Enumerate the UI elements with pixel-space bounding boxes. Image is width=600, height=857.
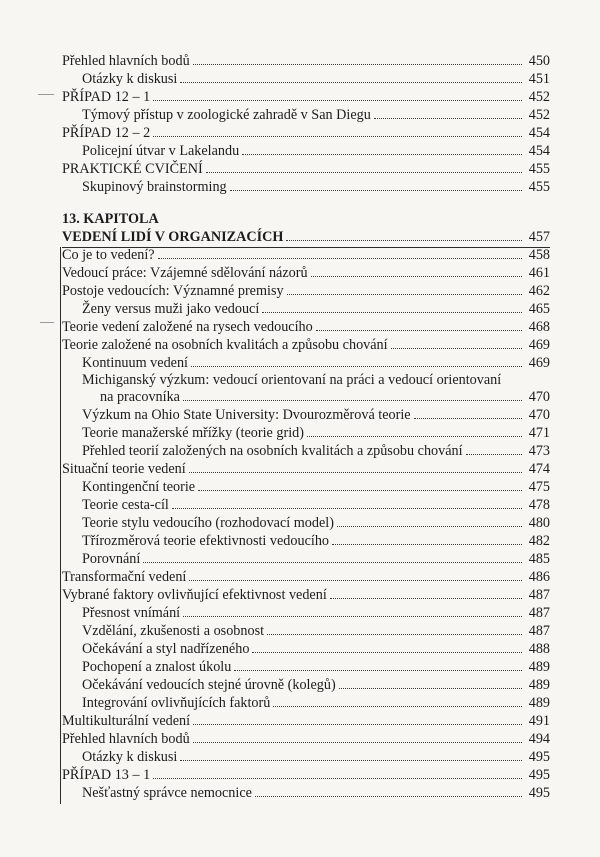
toc-entry	[82, 104, 550, 124]
margin-mark	[38, 94, 54, 95]
toc-entry-page: 454	[528, 125, 550, 141]
toc-entry-title: Vzdělání, zkušenosti a osobnost	[82, 623, 265, 639]
dot-leader	[273, 706, 522, 707]
toc-entry	[62, 334, 550, 354]
toc-entry	[82, 140, 550, 160]
toc-entry	[82, 548, 550, 568]
toc-entry-page: 489	[528, 677, 550, 693]
toc-entry-page: 469	[528, 355, 550, 371]
toc-entry	[82, 422, 550, 442]
toc-entry-title: Vedoucí práce: Vzájemné sdělování názorů	[62, 265, 308, 281]
toc-entry-page: 494	[528, 731, 550, 747]
chapter-number: 13. KAPITOLA	[62, 211, 159, 227]
toc-entry-page: 475	[528, 479, 550, 495]
toc-entry-page: 469	[528, 337, 550, 353]
toc-entry-title: Multikulturální vedení	[62, 713, 191, 729]
toc-entry-title: PŘÍPAD 12 – 1	[62, 89, 151, 105]
toc-entry-page: 462	[528, 283, 550, 299]
toc-entry-page: 491	[528, 713, 550, 729]
toc-entry	[82, 298, 550, 318]
dot-leader	[193, 742, 522, 743]
dot-leader	[153, 778, 522, 779]
toc-entry-page: 489	[528, 659, 550, 675]
dot-leader	[193, 724, 522, 725]
toc-entry-page: 488	[528, 641, 550, 657]
toc-entry-page: 457	[528, 229, 550, 245]
toc-entry-title: na pracovníka	[100, 389, 180, 405]
toc-entry	[62, 764, 550, 784]
toc-entry	[82, 692, 550, 712]
toc-entry-page: 454	[528, 143, 550, 159]
toc-entry-title: Výzkum na Ohio State University: Dvourozměrová teorie	[82, 407, 411, 423]
toc-entry-page: 485	[528, 551, 550, 567]
toc-entry	[82, 494, 550, 514]
toc-entry-page: 461	[528, 265, 550, 281]
toc-entry	[62, 316, 550, 336]
dot-leader	[158, 258, 522, 259]
toc-entry	[82, 746, 550, 766]
toc-entry-page: 474	[528, 461, 550, 477]
toc-entry-title: Teorie vedení založené na rysech vedoucího	[62, 319, 313, 335]
toc-entry-page: 473	[528, 443, 550, 459]
dot-leader	[337, 526, 522, 527]
dot-leader	[414, 418, 522, 419]
toc-entry-title: Přesnost vnímání	[82, 605, 181, 621]
toc-entry-page: 452	[528, 107, 550, 123]
toc-entry-title: Přehled hlavních bodů	[62, 731, 190, 747]
toc-entry-title: Transformační vedení	[62, 569, 187, 585]
toc-entry-page: 455	[528, 179, 550, 195]
toc-entry	[62, 86, 550, 106]
toc-entry-title: Očekávání vedoucích stejné úrovně (kolegů)	[82, 677, 336, 693]
toc-entry-title: Policejní útvar v Lakelandu	[82, 143, 240, 159]
toc-entry-title: Kontinuum vedení	[82, 355, 188, 371]
dot-leader	[391, 348, 522, 349]
toc-entry-title: Otázky k diskusi	[82, 749, 178, 765]
toc-entry-title: Situační teorie vedení	[62, 461, 186, 477]
toc-entry	[82, 404, 550, 424]
toc-entry-title: Integrování ovlivňujících faktorů	[82, 695, 271, 711]
toc-entry	[82, 782, 550, 802]
toc-entry	[82, 638, 550, 658]
toc-entry-title: Kontingenční teorie	[82, 479, 196, 495]
toc-entry-title: Týmový přístup v zoologické zahradě v San Diegu	[82, 107, 371, 123]
dot-leader	[339, 688, 522, 689]
toc-entry	[82, 476, 550, 496]
toc-entry	[62, 584, 550, 604]
margin-mark	[40, 322, 54, 323]
dot-leader	[255, 796, 522, 797]
toc-entry-title: Třírozměrová teorie efektivnosti vedoucího	[82, 533, 330, 549]
dot-leader	[172, 508, 522, 509]
dot-leader	[193, 64, 522, 65]
toc-entry	[62, 728, 550, 748]
toc-entry	[100, 386, 550, 406]
toc-entry-title: Postoje vedoucích: Významné premisy	[62, 283, 284, 299]
dot-leader	[234, 670, 522, 671]
dot-leader	[183, 616, 522, 617]
toc-entry-title: Teorie stylu vedoucího (rozhodovací model)	[82, 515, 334, 531]
toc-entry	[62, 158, 550, 178]
toc-entry	[82, 440, 550, 460]
toc-entry-title: Pochopení a znalost úkolu	[82, 659, 232, 675]
dot-leader	[189, 580, 522, 581]
dot-leader	[267, 634, 522, 635]
toc-entry-page: 470	[528, 389, 550, 405]
toc-entry-title: Ženy versus muži jako vedoucí	[82, 301, 260, 317]
dot-leader	[206, 172, 522, 173]
toc-entry	[62, 122, 550, 142]
toc-entry-page: 465	[528, 301, 550, 317]
dot-leader	[242, 154, 522, 155]
toc-entry-title: Porovnání	[82, 551, 141, 567]
toc-entry-page: 471	[528, 425, 550, 441]
toc-entry	[62, 566, 550, 586]
dot-leader	[143, 562, 522, 563]
toc-entry	[62, 458, 550, 478]
toc-entry-title: Teorie cesta-cíl	[82, 497, 169, 513]
dot-leader	[307, 436, 522, 437]
toc-entry-title: Otázky k diskusi	[82, 71, 178, 87]
toc-entry-title: Nešťastný správce nemocnice	[82, 785, 252, 801]
toc-entry-title: Co je to vedení?	[62, 247, 155, 263]
toc-entry-page: 495	[528, 785, 550, 801]
chapter-title-entry	[62, 226, 550, 246]
toc-entry	[82, 176, 550, 196]
toc-entry-title: PŘÍPAD 12 – 2	[62, 125, 151, 141]
toc-entry-page: 487	[528, 587, 550, 603]
toc-entry-page: 450	[528, 53, 550, 69]
toc-entry-title: Očekávání a styl nadřízeného	[82, 641, 250, 657]
dot-leader	[183, 400, 522, 401]
toc-entry-page: 482	[528, 533, 550, 549]
toc-entry-page: 478	[528, 497, 550, 513]
dot-leader	[198, 490, 522, 491]
toc-entry	[62, 244, 550, 264]
toc-entry-title: Teorie založené na osobních kvalitách a způsobu chování	[62, 337, 388, 353]
toc-entry-page: 487	[528, 623, 550, 639]
toc-entry-page: 470	[528, 407, 550, 423]
toc-entry	[82, 352, 550, 372]
toc-entry	[62, 262, 550, 282]
toc-entry-page: 452	[528, 89, 550, 105]
dot-leader	[316, 330, 522, 331]
dot-leader	[466, 454, 522, 455]
toc-entry-title: Přehled hlavních bodů	[62, 53, 190, 69]
dot-leader	[332, 544, 522, 545]
toc-entry-page: 458	[528, 247, 550, 263]
toc-entry-page: 455	[528, 161, 550, 177]
toc-entry-page: 489	[528, 695, 550, 711]
dot-leader	[286, 240, 522, 241]
toc-entry-title: Teorie manažerské mřížky (teorie grid)	[82, 425, 304, 441]
dot-leader	[374, 118, 522, 119]
toc-entry-page: 495	[528, 767, 550, 783]
dot-leader	[330, 598, 522, 599]
toc-entry	[82, 512, 550, 532]
toc-entry-title-line: Michiganský výzkum: vedoucí orientovaní na práci a vedoucí orientovaní	[82, 372, 502, 388]
dot-leader	[311, 276, 522, 277]
toc-entry	[62, 50, 550, 70]
toc-entry	[82, 68, 550, 88]
toc-entry-title: Přehled teorií založených na osobních kvalitách a způsobu chování	[82, 443, 463, 459]
toc-entry	[82, 656, 550, 676]
dot-leader	[153, 136, 522, 137]
dot-leader	[180, 82, 522, 83]
dot-leader	[287, 294, 522, 295]
toc-entry	[82, 530, 550, 550]
vertical-rule	[60, 247, 61, 804]
toc-entry-title: VEDENÍ LIDÍ V ORGANIZACÍCH	[62, 229, 284, 245]
toc-entry-page: 451	[528, 71, 550, 87]
dot-leader	[191, 366, 522, 367]
toc-entry	[82, 620, 550, 640]
dot-leader	[262, 312, 522, 313]
dot-leader	[230, 190, 522, 191]
toc-entry-page: 480	[528, 515, 550, 531]
toc-entry-title: Vybrané faktory ovlivňující efektivnost vedení	[62, 587, 327, 603]
toc-entry-page: 486	[528, 569, 550, 585]
dot-leader	[180, 760, 522, 761]
dot-leader	[252, 652, 522, 653]
toc-entry-page: 487	[528, 605, 550, 621]
dot-leader	[189, 472, 522, 473]
toc-entry	[82, 674, 550, 694]
toc-entry	[82, 602, 550, 622]
dot-leader	[153, 100, 522, 101]
toc-entry-title: PRAKTICKÉ CVIČENÍ	[62, 161, 203, 177]
toc-entry-page: 468	[528, 319, 550, 335]
toc-entry	[62, 280, 550, 300]
toc-entry-title: PŘÍPAD 13 – 1	[62, 767, 151, 783]
toc-entry-title: Skupinový brainstorming	[82, 179, 227, 195]
toc-entry-page: 495	[528, 749, 550, 765]
toc-entry	[62, 710, 550, 730]
